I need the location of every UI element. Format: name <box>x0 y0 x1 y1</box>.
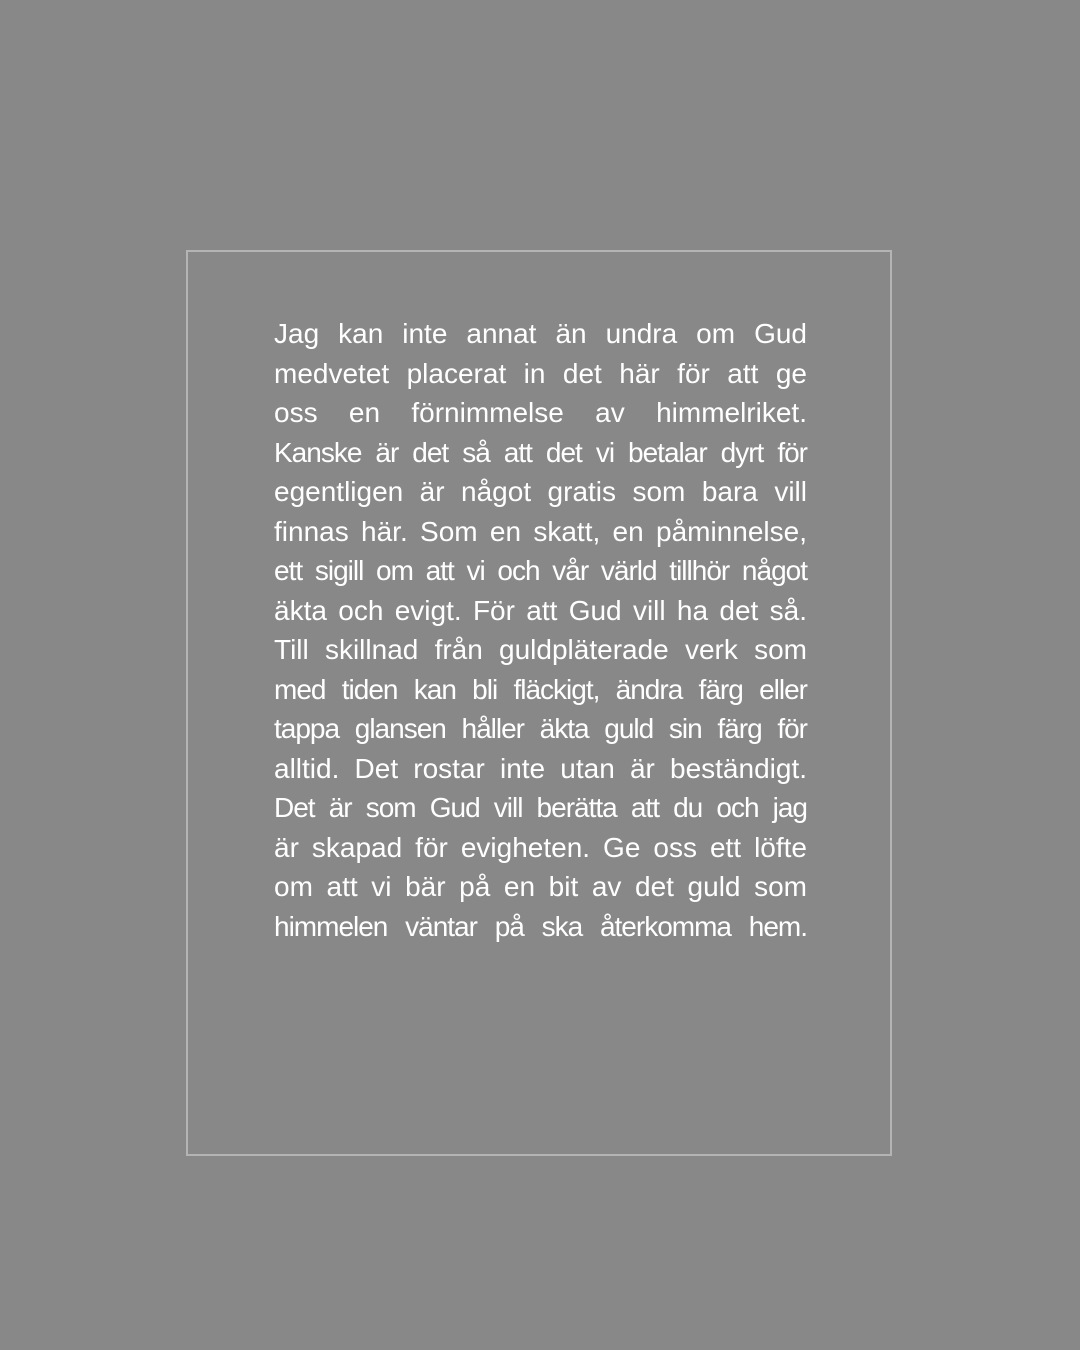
text-line: finnas här. Som en skatt, en påminnelse, <box>274 515 807 547</box>
text-line: egentligen är något gratis som bara vill <box>274 476 807 507</box>
text-line: himmelen väntar på ska återkomma hem. <box>274 910 807 942</box>
text-line: Till skillnad från guldpläterade verk som <box>274 634 807 665</box>
text-line: är skapad för evigheten. Ge oss ett löfte <box>274 831 807 863</box>
text-line: ett sigill om att vi och vår värld tillhör något <box>274 555 807 586</box>
text-line: äkta och evigt. För att Gud vill ha det så. <box>274 594 807 626</box>
text-line: medvetet placerat in det här för att ge <box>274 357 807 389</box>
text-line: Jag kan inte annat än undra om Gud <box>274 318 807 349</box>
text-line: med tiden kan bli fläckigt, ändra färg eller <box>274 673 807 705</box>
text-line: om att vi bär på en bit av det guld som <box>274 871 807 902</box>
text-passage <box>274 314 807 946</box>
text-line: oss en förnimmelse av himmelriket. <box>274 397 807 428</box>
text-line: tappa glansen håller äkta guld sin färg för <box>274 713 807 744</box>
text-line: Det är som Gud vill berätta att du och jag <box>274 792 807 823</box>
text-line: Kanske är det så att det vi betalar dyrt för <box>274 436 807 468</box>
text-line: alltid. Det rostar inte utan är beständigt. <box>274 752 807 784</box>
